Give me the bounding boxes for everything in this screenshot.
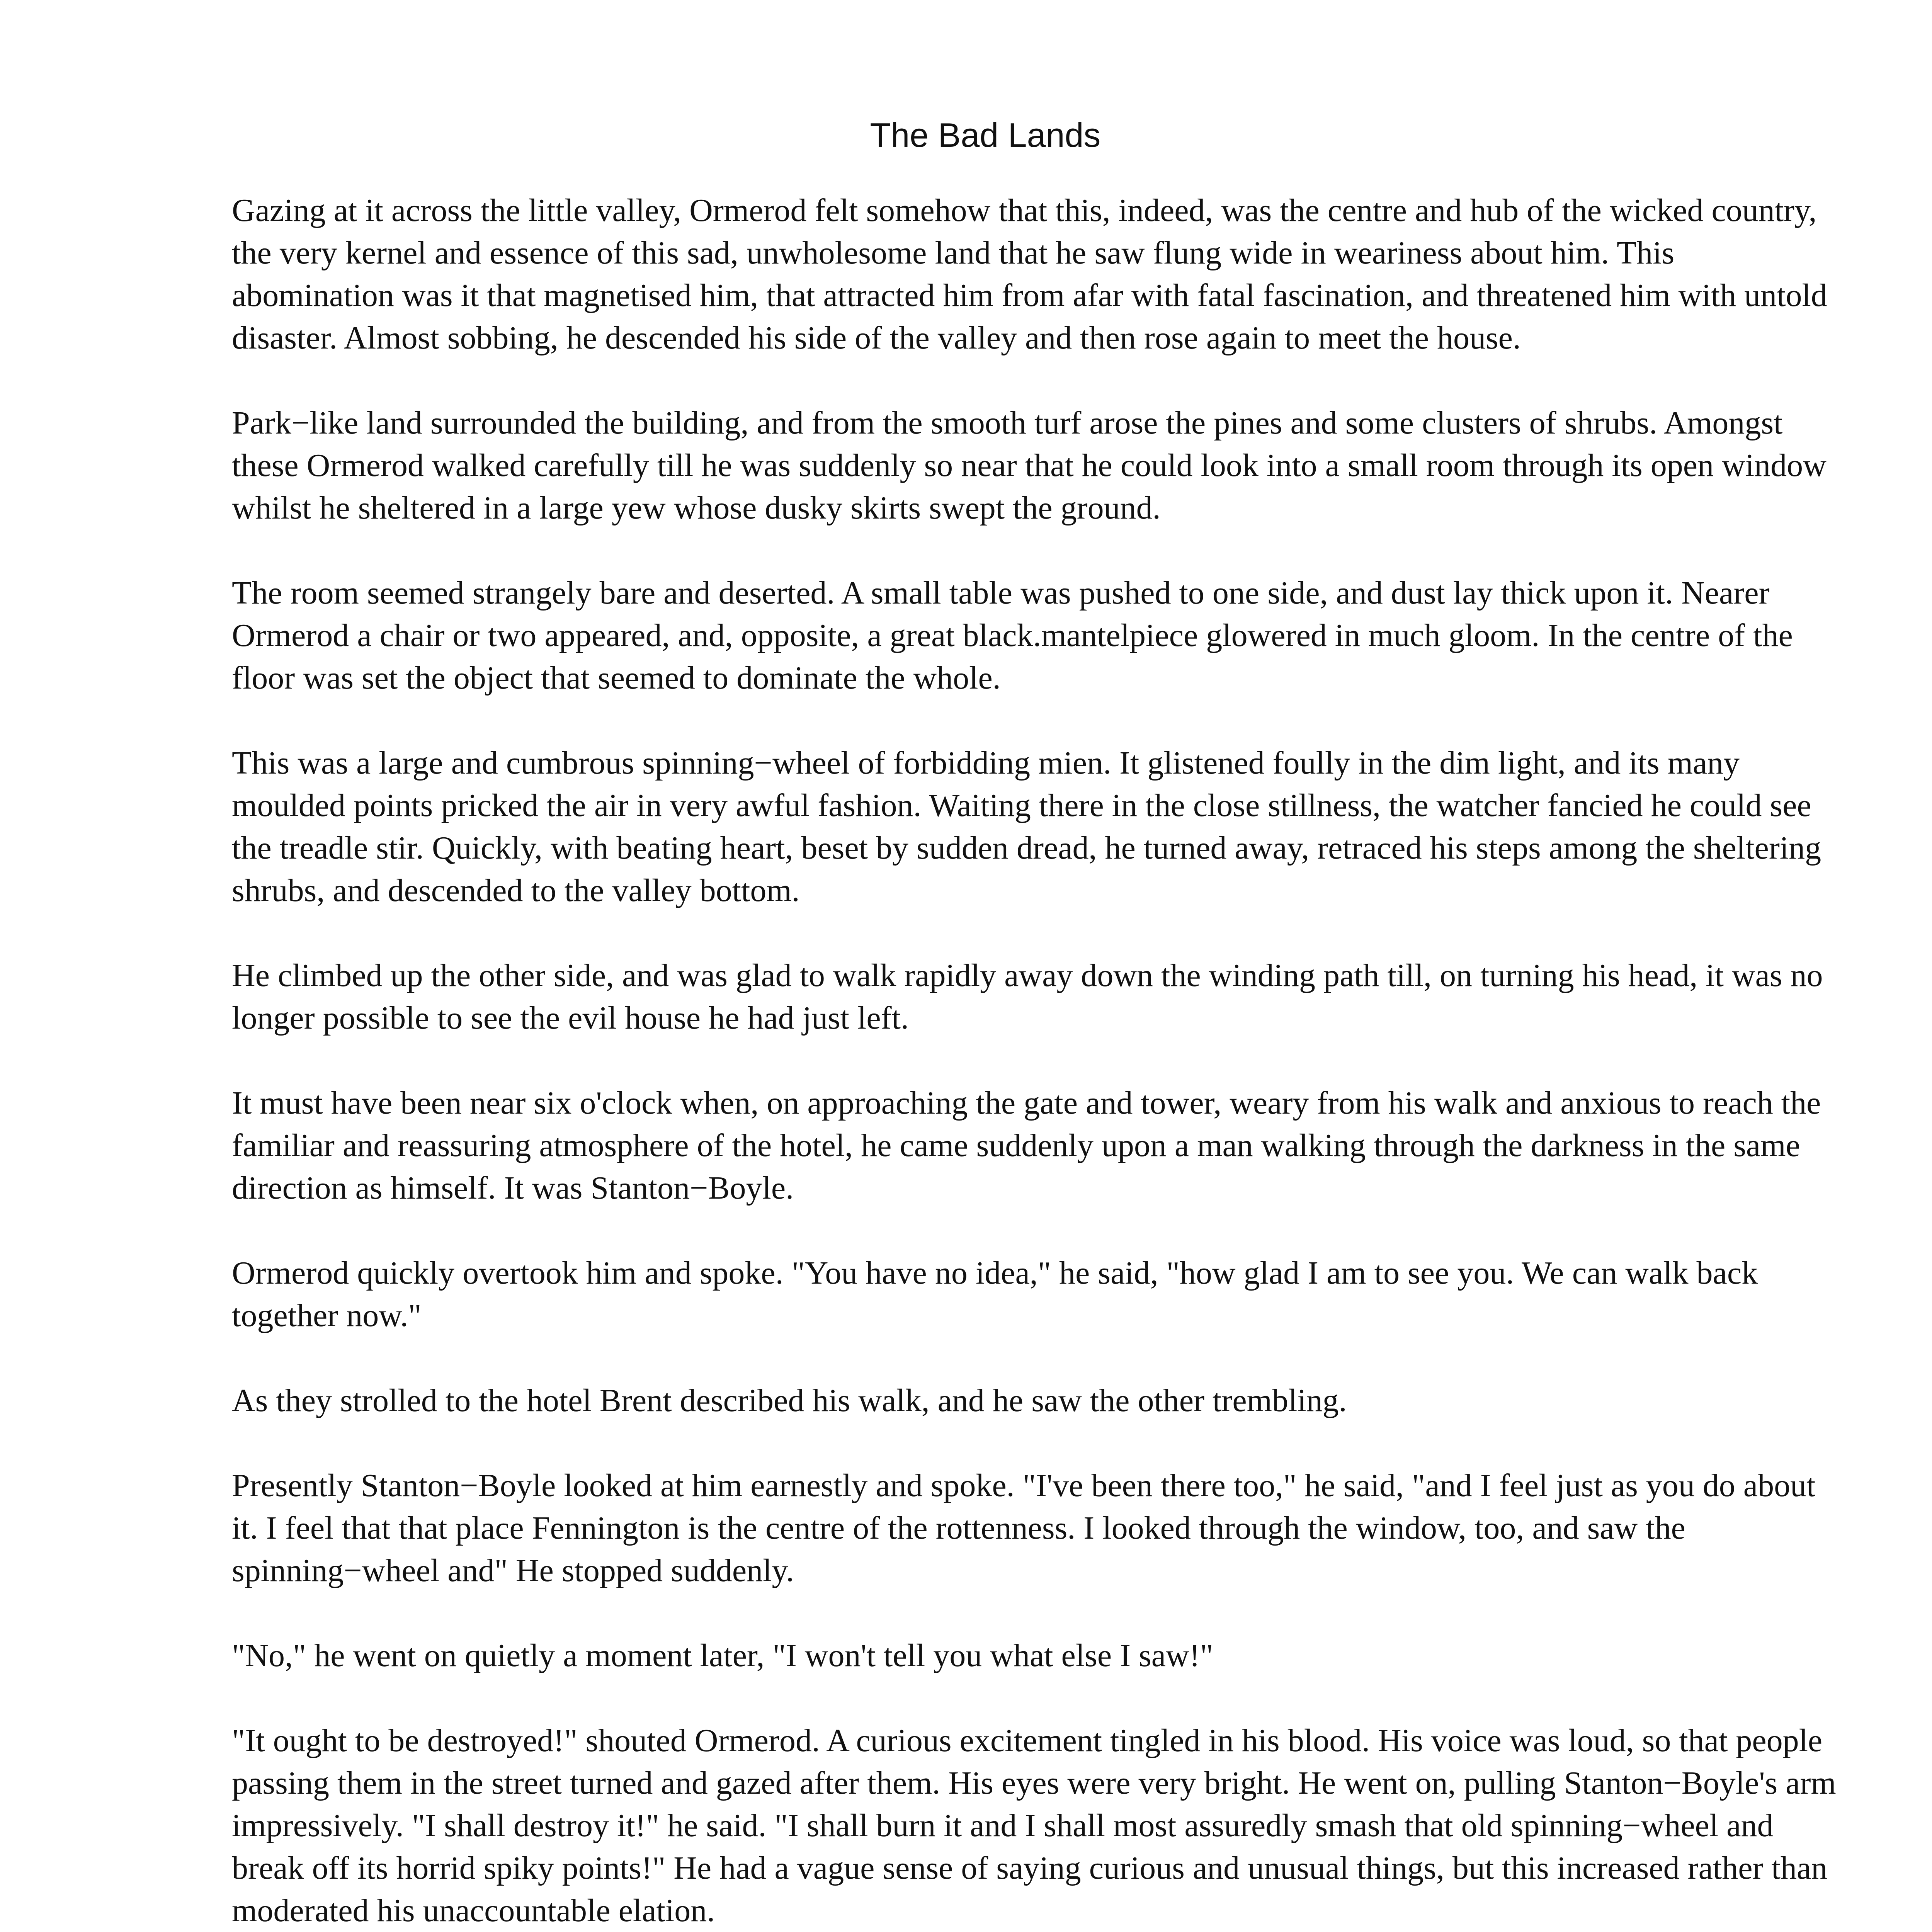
paragraph: "It ought to be destroyed!" shouted Ormerod. A curious excitement tingled in his blood. His voice was loud, so that people passing them in the street turned and gazed after them. His eyes were very bright. He went on, pulling Stanton−Boyle's arm impressively. "I shall destroy it!" he said. "I shall burn it and I shall most assuredly smash that old spinning−wheel and break off its horrid spiky points!" He had a vague sense of saying curious and unusual things, but this increased rather than moderated his unaccountable elation.: [232, 1723, 1836, 1929]
page-body: [232, 189, 1839, 1932]
paragraph: He climbed up the other side, and was glad to walk rapidly away down the winding path till, on turning his head, it was no longer possible to see the evil house he had just left.: [232, 957, 1823, 1036]
paragraph: As they strolled to the hotel Brent described his walk, and he saw the other trembling.: [232, 1383, 1347, 1418]
paragraph: This was a large and cumbrous spinning−wheel of forbidding mien. It glistened foully in the dim light, and its many moulded points pricked the air in very awful fashion. Waiting there in the close stillness, the watcher fancied he could see the treadle stir. Quickly, with beating heart, beset by sudden dread, he turned away, retraced his steps among the sheltering shrubs, and descended to the valley bottom.: [232, 745, 1821, 908]
paragraph: Ormerod quickly overtook him and spoke. "You have no idea," he said, "how glad I am to see you. We can walk back together now.": [232, 1255, 1758, 1333]
paragraph: Presently Stanton−Boyle looked at him earnestly and spoke. "I've been there too," he said, "and I feel just as you do about it. I feel that that place Fennington is the centre of the rottenness. I looked through the window, too, and saw the spinning−wheel and" He stopped suddenly.: [232, 1468, 1816, 1588]
paragraph: It must have been near six o'clock when, on approaching the gate and tower, weary from his walk and anxious to reach the familiar and reassuring atmosphere of the hotel, he came suddenly upon a man walking through the darkness in the same direction as himself. It was Stanton−Boyle.: [232, 1085, 1821, 1206]
paragraph: Gazing at it across the little valley, Ormerod felt somehow that this, indeed, was the centre and hub of the wicked country, the very kernel and essence of this sad, unwholesome land that he saw flung wide in weariness about him. This abomination was it that magnetised him, that attracted him from afar with fatal fascination, and threatened him with untold disaster. Almost sobbing, he descended his side of the valley and then rose again to meet the house.: [232, 192, 1827, 356]
paragraph: The room seemed strangely bare and deserted. A small table was pushed to one side, and dust lay thick upon it. Nearer Ormerod a chair or two appeared, and, opposite, a great black.mantelpiece glowered in much gloom. In the centre of the floor was set the object that seemed to dominate the whole.: [232, 575, 1793, 696]
paragraph: "No," he went on quietly a moment later, "I won't tell you what else I saw!": [232, 1638, 1213, 1673]
page-header-title: The Bad Lands: [870, 116, 1101, 154]
paragraph: Park−like land surrounded the building, and from the smooth turf arose the pines and some clusters of shrubs. Amongst these Ormerod walked carefully till he was suddenly so near that he could look into a small room through its open window whilst he sheltered in a large yew whose dusky skirts swept the ground.: [232, 405, 1827, 526]
